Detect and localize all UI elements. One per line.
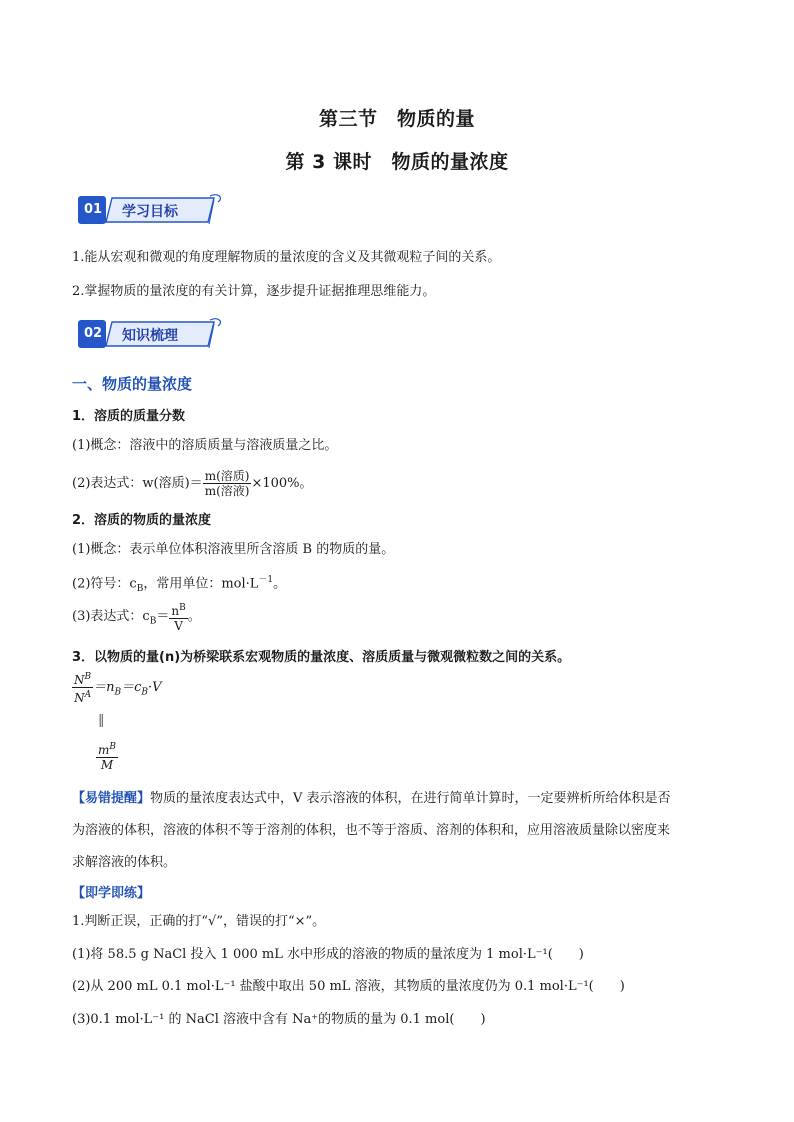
fraction	[72, 670, 93, 705]
fraction	[203, 469, 252, 498]
superscript: －1	[258, 575, 274, 585]
fraction-denominator	[72, 688, 93, 705]
text-run: ，常用单位：mol·L	[143, 576, 259, 592]
equivalence-link: ‖	[98, 713, 105, 728]
subscript: B	[141, 687, 149, 698]
formula-suffix: ×100%。	[251, 476, 313, 491]
fraction-denominator: V	[174, 618, 183, 633]
text-run: ＝n	[93, 680, 115, 695]
section-label: 知识梳理	[122, 328, 178, 344]
text-run: N	[74, 673, 85, 687]
formula-mass-molar	[96, 740, 118, 772]
tip-line: 物质的量浓度表达式中，V 表示溶液的体积，在进行简单计算时，一定要辨析所给体积是否	[150, 791, 671, 806]
formula-concentration	[72, 597, 201, 642]
subscript: B	[114, 687, 122, 698]
concept-text: (1)概念：表示单位体积溶液里所含溶质 B 的物质的量。	[72, 542, 395, 557]
section-number: 02	[83, 326, 103, 341]
subsection-title: 2．溶质的物质的量浓度	[72, 513, 212, 528]
fraction-numerator	[169, 601, 187, 619]
tip-line: 为溶液的体积，溶液的体积不等于溶剂的体积，也不等于溶质、溶剂的体积和，应用溶液质量除以密度来	[72, 823, 671, 838]
text-run: 。	[273, 576, 287, 592]
tip-line: 求解溶液的体积。	[72, 855, 177, 870]
fraction	[96, 740, 118, 772]
fraction-denominator: m(溶液)	[204, 484, 250, 498]
text-run: m	[98, 743, 110, 757]
question-item: (2)从 200 mL 0.1 mol·L⁻¹ 盐酸中取出 50 mL 溶液，其物质的量浓度仍为 0.1 mol·L⁻¹( )	[72, 979, 625, 994]
page-title: 第三节 物质的量	[318, 108, 475, 130]
superscript: B	[84, 672, 92, 682]
section-number: 01	[83, 202, 103, 217]
question-item: (1)将 58.5 g NaCl 投入 1 000 mL 水中形成的溶液的物质的量浓度为 1 mol·L⁻¹( )	[72, 947, 584, 962]
practice-label: 【即学即练】	[72, 886, 151, 901]
formula-mass-fraction	[72, 464, 313, 504]
fraction-numerator	[96, 740, 118, 758]
subscript: B	[136, 583, 144, 594]
page-subtitle: 第 3 课时 物质的量浓度	[285, 151, 509, 173]
superscript: B	[179, 602, 186, 613]
tip-paragraph	[72, 783, 712, 879]
subsection-title: 3．以物质的量(n)为桥梁联系宏观物质的量浓度、溶质质量与微观微粒数之间的关系。	[72, 650, 571, 665]
section-badge-knowledge	[78, 318, 228, 352]
concept-text: (1)概念：溶液中的溶质质量与溶液质量之比。	[72, 438, 338, 453]
objective-item: 1.能从宏观和微观的角度理解物质的量浓度的含义及其微观粒子间的关系。	[72, 250, 501, 265]
question-item: (3)0.1 mol·L⁻¹ 的 NaCl 溶液中含有 Na⁺的物质的量为 0.1 mol( )	[72, 1012, 486, 1027]
text-run: ＝c	[121, 680, 142, 695]
text-run: ·V	[148, 680, 162, 695]
section-badge-objectives	[78, 194, 228, 228]
tip-label: 【易错提醒】	[72, 791, 151, 806]
subsection-title: 1．溶质的质量分数	[72, 409, 186, 424]
superscript: A	[84, 690, 92, 700]
section-label: 学习目标	[122, 204, 178, 220]
text-run: ＝	[156, 609, 170, 624]
superscript: B	[109, 742, 117, 752]
text-run: (2)符号：c	[72, 576, 137, 592]
part-heading: 一、物质的量浓度	[72, 375, 193, 393]
fraction-numerator	[72, 670, 93, 688]
symbol-unit-text	[72, 571, 286, 598]
formula-relation	[72, 668, 162, 713]
fraction-denominator: M	[100, 758, 114, 772]
text-run: N	[74, 691, 85, 705]
text-run: n	[171, 603, 180, 618]
fraction-numerator: m(溶质)	[204, 469, 250, 483]
fraction	[169, 601, 187, 633]
objective-item: 2.掌握物质的量浓度的有关计算，逐步提升证据推理思维能力。	[72, 284, 436, 299]
question-intro: 1.判断正误，正确的打“√”，错误的打“×”。	[72, 914, 326, 929]
text-run: (3)表达式：c	[72, 609, 150, 624]
text-run: 。	[187, 609, 201, 624]
formula-prefix: (2)表达式：w(溶质)＝	[72, 476, 203, 491]
subscript: B	[149, 616, 157, 627]
